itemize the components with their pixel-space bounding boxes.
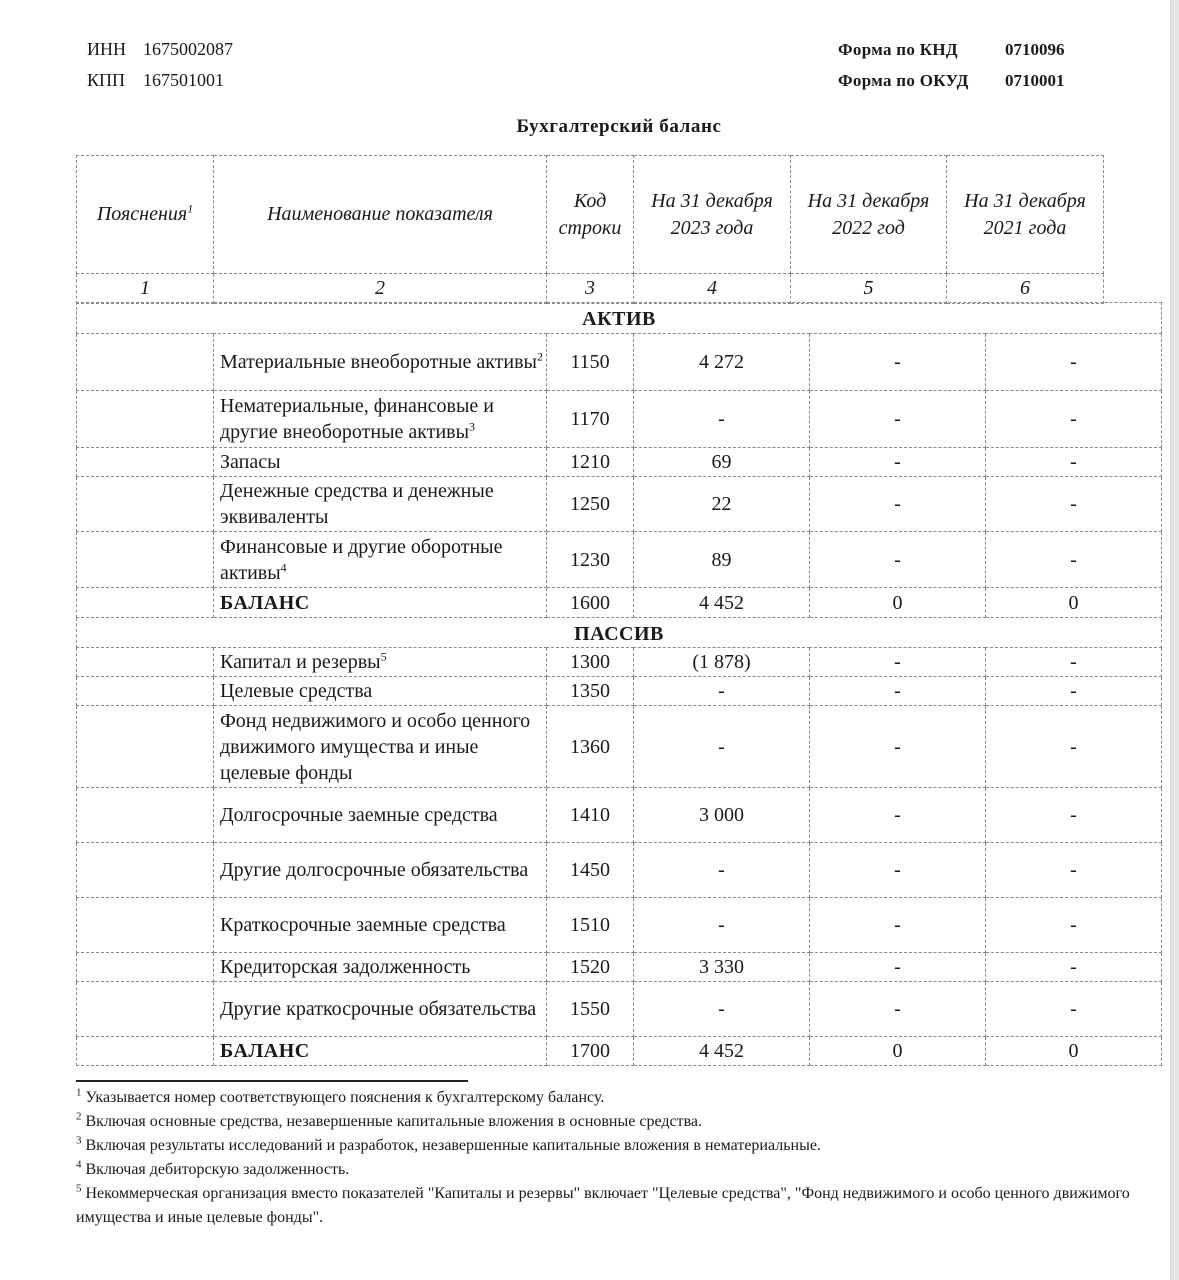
value-2023: - [634,843,810,898]
col-number: 2 [214,274,547,304]
value-2021: - [986,843,1162,898]
value-2023: 22 [634,477,810,532]
row-name: Денежные средства и денежные эквиваленты [214,477,547,532]
footnote: $^3$ Включая результаты исследований и разработок, незавершенные капитальные вложения в нематериальные. [76,1134,821,1154]
row-code: 1250 [547,477,634,532]
explanation-cell [77,788,214,843]
footnote: $^4$ Включая дебиторскую задолженность. [76,1158,350,1178]
row-name: Краткосрочные заемные средства [214,898,547,953]
table-row [77,448,1162,477]
section-title-assets: АКТИВ [77,303,1162,334]
row-code: 1600 [547,588,634,618]
row-code: 1550 [547,982,634,1037]
value-2021: - [986,391,1162,448]
row-code: 1520 [547,953,634,982]
value-2022: - [810,532,986,588]
explanation-cell [77,982,214,1037]
footnote: $^1$ Указывается номер соответствующего пояснения к бухгалтерскому балансу. [76,1086,605,1106]
column-header-table [76,155,1104,304]
table-row [77,648,1162,677]
row-name: Нематериальные, финансовые и другие внеоборотные активы$^3$ [214,391,547,448]
footnote: $^2$ Включая основные средства, незавершенные капитальные вложения в основные средства. [76,1110,703,1130]
row-name: Долгосрочные заемные средства [214,788,547,843]
table-row [77,788,1162,843]
kpp-line [87,70,224,91]
value-2023: 3 000 [634,788,810,843]
knd-label: Форма по КНД [838,40,958,59]
value-2022: - [810,391,986,448]
footnote-separator [76,1080,468,1082]
value-2023: - [634,706,810,788]
value-2022: - [810,677,986,706]
col-number: 4 [634,274,791,304]
value-2023: 3 330 [634,953,810,982]
total-label: БАЛАНС [214,1037,547,1066]
explanation-cell [77,588,214,618]
value-2022: - [810,334,986,391]
value-2022: - [810,953,986,982]
row-code: 1300 [547,648,634,677]
row-name: Запасы [214,448,547,477]
table-row [77,677,1162,706]
inn-value: 1675002087 [143,39,233,59]
explanation-cell [77,953,214,982]
value-2022: - [810,843,986,898]
col-code: Код строки [547,156,634,274]
explanation-cell [77,334,214,391]
row-name: Капитал и резервы$^5$ [214,648,547,677]
table-row [77,532,1162,588]
value-2023: 69 [634,448,810,477]
col-name: Наименование показателя [214,156,547,274]
section-row-assets [77,303,1162,334]
row-code: 1350 [547,677,634,706]
col-2022: На 31 декабря 2022 год [791,156,947,274]
value-2021: - [986,334,1162,391]
explanation-cell [77,391,214,448]
value-2023: 4 452 [634,1037,810,1066]
table-row [77,391,1162,448]
table-row [77,477,1162,532]
table-row [77,843,1162,898]
okud-label: Форма по ОКУД [838,71,969,90]
knd-value: 0710096 [1005,40,1065,59]
col-explanations: Пояснения$^1$ [77,156,214,274]
header-row [77,156,1104,274]
page-title: Бухгалтерский баланс [516,116,722,137]
value-2023: - [634,898,810,953]
col-number: 3 [547,274,634,304]
kpp-label: КПП [87,70,126,90]
value-2022: - [810,648,986,677]
value-2021: - [986,898,1162,953]
value-2023: - [634,677,810,706]
row-code: 1360 [547,706,634,788]
row-code: 1150 [547,334,634,391]
value-2022: - [810,788,986,843]
value-2021: - [986,982,1162,1037]
footnotes [76,1086,1156,1230]
value-2022: - [810,448,986,477]
total-label: БАЛАНС [214,588,547,618]
table-row [77,706,1162,788]
explanation-cell [77,677,214,706]
value-2023: - [634,982,810,1037]
knd-line [838,40,1065,60]
table-row [77,898,1162,953]
row-code: 1230 [547,532,634,588]
value-2022: 0 [810,1037,986,1066]
row-name: Другие краткосрочные обязательства [214,982,547,1037]
section-title-liabilities: ПАССИВ [77,618,1162,648]
table-row [77,334,1162,391]
row-name: Материальные внеоборотные активы$^2$ [214,334,547,391]
col-2021: На 31 декабря 2021 года [947,156,1104,274]
row-code: 1510 [547,898,634,953]
value-2022: - [810,982,986,1037]
inn-label: ИНН [87,39,126,59]
row-code: 1450 [547,843,634,898]
value-2022: - [810,477,986,532]
value-2023: 4 272 [634,334,810,391]
okud-line [838,71,1065,91]
value-2021: - [986,448,1162,477]
kpp-value: 167501001 [143,70,224,90]
col-number: 1 [77,274,214,304]
row-name: Фонд недвижимого и особо ценного движимого имущества и иные целевые фонды [214,706,547,788]
value-2021: - [986,788,1162,843]
viewer-scroll-edge [1170,0,1179,1280]
value-2021: - [986,648,1162,677]
explanation-cell [77,532,214,588]
explanation-cell [77,448,214,477]
value-2021: - [986,706,1162,788]
row-name: Целевые средства [214,677,547,706]
value-2021: - [986,677,1162,706]
value-2023: - [634,391,810,448]
total-row-assets [77,588,1162,618]
table-row [77,953,1162,982]
explanation-cell [77,1037,214,1066]
row-name: Финансовые и другие оборотные активы$^4$ [214,532,547,588]
explanation-cell [77,706,214,788]
section-row-liabilities [77,618,1162,648]
value-2021: 0 [986,588,1162,618]
explanation-cell [77,648,214,677]
value-2021: - [986,477,1162,532]
explanation-cell [77,477,214,532]
value-2022: - [810,706,986,788]
row-code: 1170 [547,391,634,448]
value-2021: - [986,532,1162,588]
column-number-row [77,274,1104,304]
explanation-cell [77,898,214,953]
value-2023: (1 878) [634,648,810,677]
row-name: Кредиторская задолженность [214,953,547,982]
value-2021: - [986,953,1162,982]
total-row-liabilities [77,1037,1162,1066]
value-2022: 0 [810,588,986,618]
explanation-cell [77,843,214,898]
value-2022: - [810,898,986,953]
value-2021: 0 [986,1037,1162,1066]
okud-value: 0710001 [1005,71,1065,90]
value-2023: 89 [634,532,810,588]
value-2023: 4 452 [634,588,810,618]
col-number: 5 [791,274,947,304]
row-code: 1700 [547,1037,634,1066]
col-2023: На 31 декабря 2023 года [634,156,791,274]
row-code: 1410 [547,788,634,843]
inn-line [87,39,233,60]
table-row [77,982,1162,1037]
row-name: Другие долгосрочные обязательства [214,843,547,898]
row-code: 1210 [547,448,634,477]
col-number: 6 [947,274,1104,304]
balance-table [76,302,1162,1066]
footnote: $^5$ Некоммерческая организация вместо показателей "Капиталы и резервы" включает "Целевые средства", "Фонд недвижимого и особо ценного движимого имущества и иные целевые фонды". [76,1182,1130,1226]
